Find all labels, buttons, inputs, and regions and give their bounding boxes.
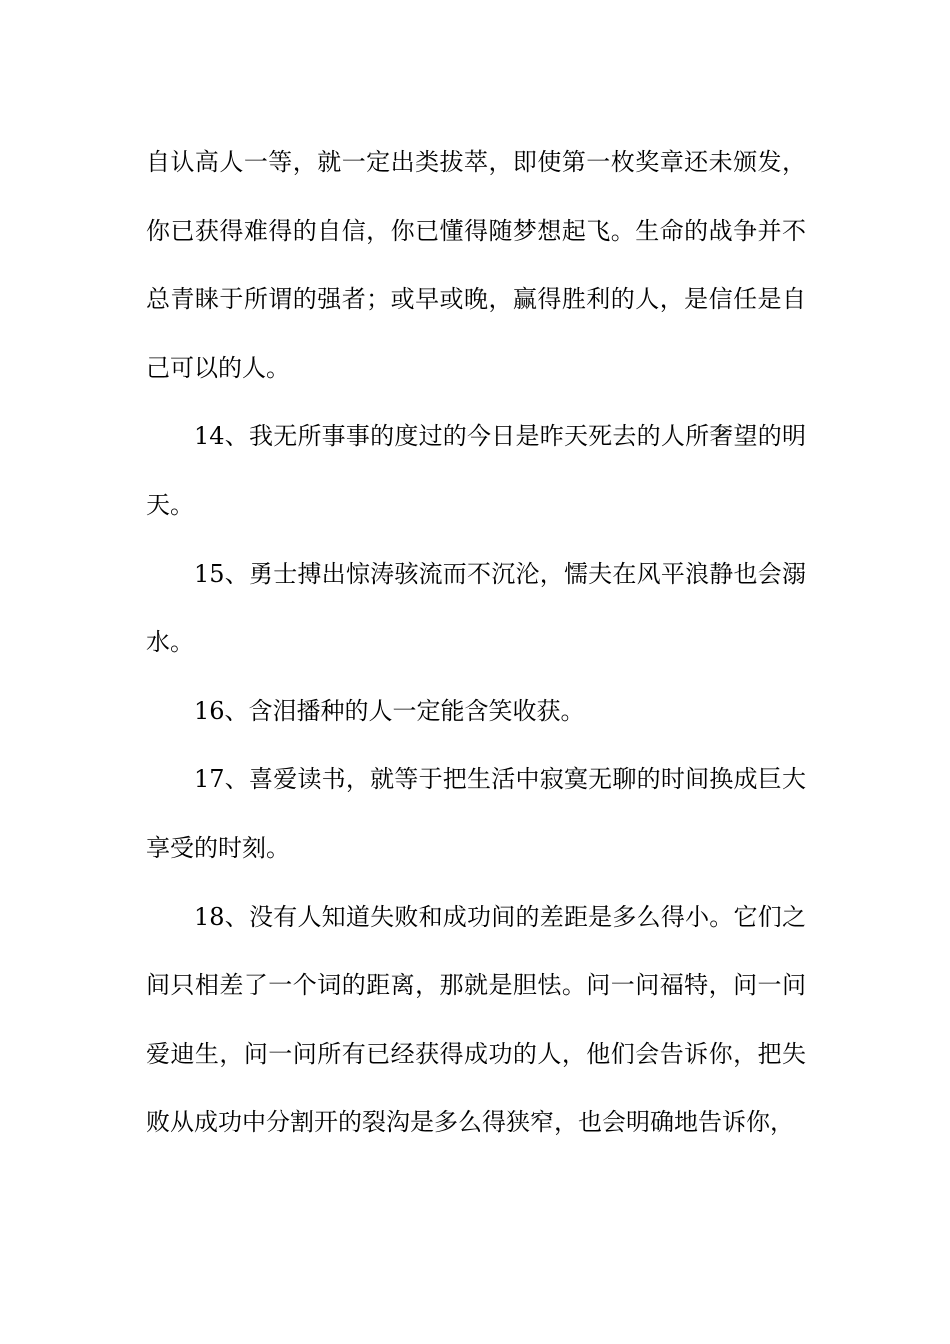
paragraph-continuation: 自认高人一等，就一定出类拔萃，即使第一枚奖章还未颁发，你已获得难得的自信，你已懂得随梦想起飞。生命的战争并不总青睐于所谓的强者；或早或晚，赢得胜利的人，是信任是自己可以的人。 xyxy=(146,148,806,382)
paragraph-item-16: 16、含泪播种的人一定能含笑收获。 xyxy=(194,696,585,725)
paragraph-item-14: 14、我无所事事的度过的今日是昨天死去的人所奢望的明天。 xyxy=(146,422,806,519)
paragraph-item-15: 15、勇士搏出惊涛骇流而不沉沦，懦夫在风平浪静也会溺水。 xyxy=(146,559,806,657)
body-text xyxy=(146,128,806,1157)
paragraph-item-17: 17、喜爱读书，就等于把生活中寂寞无聊的时间换成巨大享受的时刻。 xyxy=(146,765,806,862)
paragraph-item-18: 18、没有人知道失败和成功间的差距是多么得小。它们之间只相差了一个词的距离，那就是胆怯。问一问福特，问一问爱迪生，问一问所有已经获得成功的人，他们会告诉你，把失败从成功中分割开的裂沟是多么得狭窄，也会明确地告诉你， xyxy=(146,902,806,1137)
